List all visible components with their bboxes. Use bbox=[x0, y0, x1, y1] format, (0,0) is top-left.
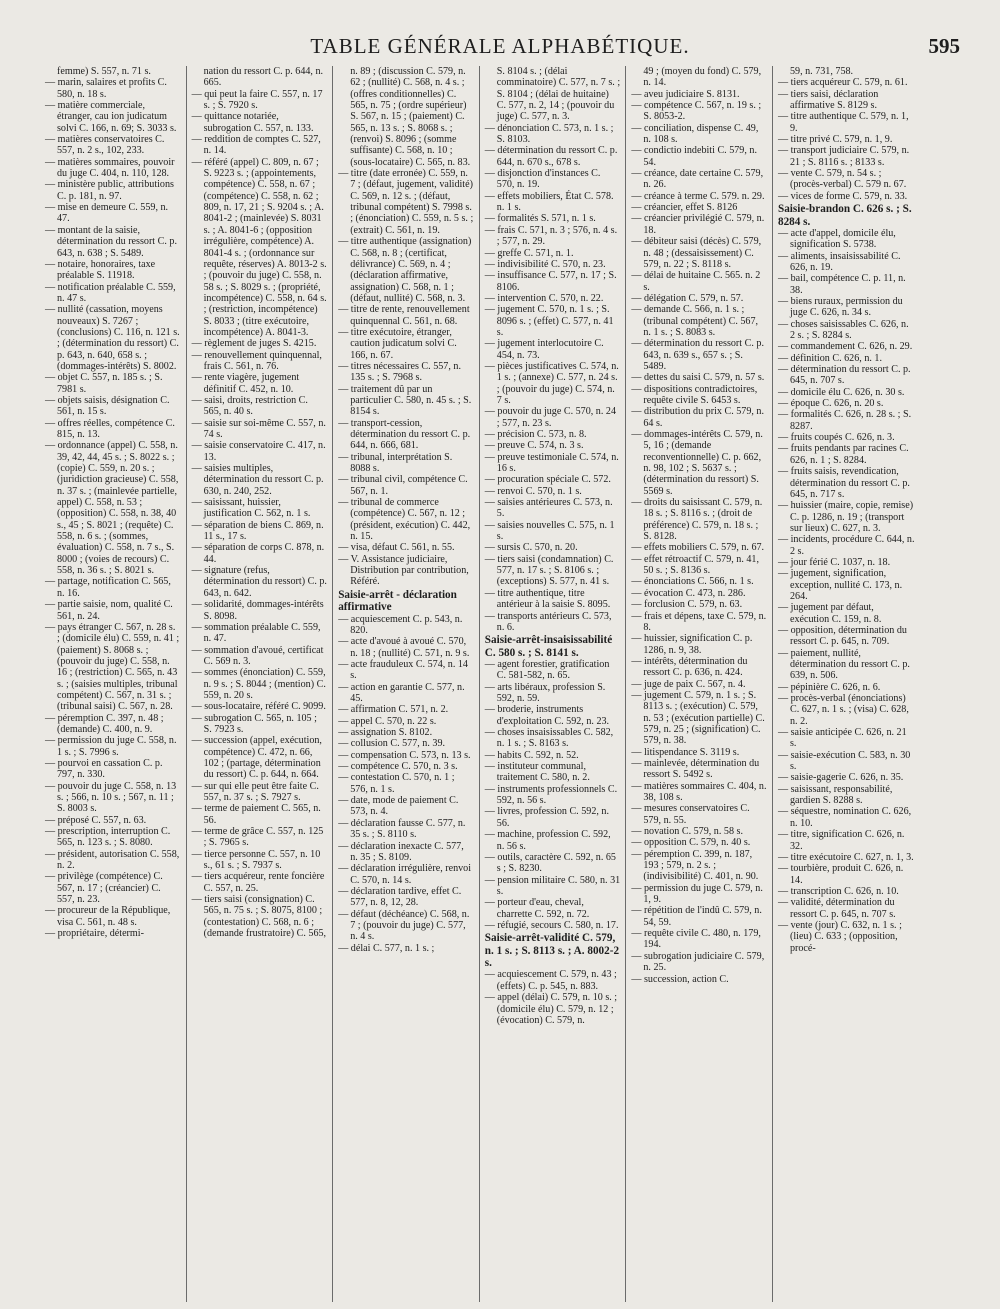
index-entry: — distribution du prix C. 579, n. 64 s. bbox=[631, 406, 764, 429]
index-entry: — date, mode de paiement C. 573, n. 4. bbox=[338, 795, 459, 818]
index-entry: — vente C. 579, n. 54 s. ; (procès-verbal) C. 579 n. 67. bbox=[777, 168, 907, 191]
index-entry: — pension militaire C. 580, n. 31 s. bbox=[484, 874, 621, 897]
index-entry: 49 ; (moyen du fond) C. 579, n. 14. bbox=[643, 66, 762, 89]
index-entry: — jugement par défaut, exécution C. 159, n. 8. bbox=[777, 602, 882, 625]
index-entry: — matières sommaires, pouvoir du juge C. 404, n. 110, 128. bbox=[45, 156, 175, 180]
index-entry: — jugement, signification, exception, nullité C. 173, n. 264. bbox=[777, 568, 903, 602]
index-entry: — dommages-intérêts C. 579, n. 5, 16 ; (demande reconventionnelle) C. p. 662, n. 98, 102 ; S. 5637 s. ; (détermination du ressort) S. 5569 s. bbox=[631, 429, 763, 497]
index-entry: — livres, profession C. 592, n. 56. bbox=[484, 806, 609, 829]
index-entry: — action en garantie C. 577, n. 45. bbox=[338, 681, 465, 705]
index-entry: — renvoi C. 570, n. 1 s. bbox=[484, 485, 582, 497]
index-entry: — choses insaisissables C. 582, n. 1 s. ; S. 8163 s. bbox=[484, 727, 614, 750]
index-column-5 bbox=[626, 66, 773, 1302]
index-entry: — assignation S. 8102. bbox=[338, 727, 433, 739]
index-entry: — validité, détermination du ressort C. p. 645, n. 707 s. bbox=[777, 897, 896, 920]
index-entry: — créancier, effet S. 8126 bbox=[631, 202, 738, 214]
index-entry: — conciliation, dispense C. 49, n. 108 s. bbox=[631, 122, 759, 146]
index-entry: — requête civile C. 480, n. 179, 194. bbox=[631, 928, 761, 951]
index-entry: — jugement interlocutoire C. 454, n. 73. bbox=[484, 338, 604, 361]
index-entry: — matières conservatoires C. 557, n. 2 s., 102, 233. bbox=[45, 134, 165, 157]
index-entry: — affirmation C. 571, n. 2. bbox=[338, 704, 449, 716]
index-entry: — titre (date erronée) C. 559, n. 7 ; (défaut, jugement, validité) C. 569, n. 12 s. ; (défaut, tribunal compétent) S. 7998 s. ; (énonciation) C. 559, n. 5 s. ; (extrait) C. 561, n. 19. bbox=[338, 168, 474, 236]
index-entry: — privilège (compétence) C. 567, n. 17 ; (créancier) C. 557, n. 23. bbox=[45, 871, 163, 906]
index-entry: — séquestre, nomination C. 626, n. 10. bbox=[777, 806, 912, 829]
index-entry: — dispositions contradictoires, requête civile S. 6453 s. bbox=[631, 383, 758, 406]
index-entry: — opposition C. 579, n. 40 s. bbox=[631, 837, 751, 849]
index-entry: — nullité (cassation, moyens nouveaux) S. 7267 ; (conclusions) C. 116, n. 121 s. ; (détermination du ressort) C. p. 643, n. 640, 658 s. ; (dommages-intérêts) S. 8002. bbox=[45, 304, 180, 372]
index-entry: — tiers saisi (consignation) C. 565, n. 75 s. ; S. 8075, 8100 ; (contestation) C. 568, n. 6 ; (demande frustratoire) C. 565, bbox=[191, 894, 327, 940]
index-entry: — forclusion C. 579, n. 63. bbox=[631, 599, 743, 611]
index-column-1 bbox=[40, 66, 187, 1302]
index-entry: — objet C. 557, n. 185 s. ; S. 7981 s. bbox=[45, 372, 163, 395]
index-entry: — titre, signification C. 626, n. 32. bbox=[777, 829, 905, 852]
index-entry: — fruits coupés C. 626, n. 3. bbox=[777, 432, 895, 444]
index-entry: — saisi, droits, restriction C. 565, n. 40 s. bbox=[191, 394, 308, 418]
index-entry: — saisies multiples, détermination du ressort C. p. 630, n. 240, 252. bbox=[191, 463, 324, 497]
index-entry: — délai de huitaine C. 565. n. 2 s. bbox=[631, 270, 761, 293]
index-entry: — acquiescement C. 579, n. 43 ; (effets) C. p. 545, n. 883. bbox=[484, 969, 617, 992]
index-entry: — opposition, détermination du ressort C. p. 645, n. 709. bbox=[777, 624, 907, 648]
index-entry: — créance, date certaine C. 579, n. 26. bbox=[631, 168, 764, 191]
index-entry: — machine, profession C. 592, n. 56 s. bbox=[484, 829, 611, 852]
index-entry: — partage, notification C. 565, n. 16. bbox=[45, 576, 171, 599]
index-entry: — notaire, honoraires, taxe préalable S. 11918. bbox=[45, 258, 156, 282]
index-entry: — traitement dû par un particulier C. 580, n. 45 s. ; S. 8154 s. bbox=[338, 383, 472, 418]
page-title: TABLE GÉNÉRALE ALPHABÉTIQUE. bbox=[310, 34, 690, 58]
index-entry: — péremption C. 399, n. 187, 193 ; 579, n. 2 s. ; (indivisibilité) C. 401, n. 90. bbox=[631, 848, 759, 883]
index-entry: — saisissant, responsabilité, gardien S. 8288 s. bbox=[777, 783, 893, 807]
index-entry: — greffe C. 571, n. 1. bbox=[484, 247, 574, 259]
index-entry: — définition C. 626, n. 1. bbox=[777, 352, 882, 364]
index-entry: — litispendance S. 3119 s. bbox=[631, 746, 740, 758]
index-entry: — délai C. 577, n. 1 s. ; bbox=[338, 942, 435, 954]
index-entry: — saisie-gagerie C. 626, n. 35. bbox=[777, 772, 904, 784]
index-entry: — huissier, signification C. p. 1286, n. 9, 38. bbox=[631, 633, 753, 656]
index-entry: — titres nécessaires C. 557, n. 135 s. ; S. 7968 s. bbox=[338, 360, 461, 384]
index-entry: — tribunal civil, compétence C. 567, n. 1. bbox=[338, 474, 468, 497]
index-entry: — ordonnance (appel) C. 558, n. 39, 42, 44, 45 s. ; S. 8022 s. ; (copie) C. 559, n. 20 s. ; (juridiction gracieuse) C. 558, n. 37 s. ; (mainlevée partielle, appel) C. 558, n. 53 ; (opposition) C. 558, n. 38, 40 s., 45 ; S. 8021 ; (requête) C. 558, n. 6 s. ; (sommes, évaluation) C. 558, n. 7 s., S. 8000 ; (voies de recours) C. 558, n. 36 s. ; S. 8021 s. bbox=[45, 440, 179, 577]
index-entry: — président, autorisation C. 558, n. 2. bbox=[45, 848, 180, 872]
index-entry: femme) S. 557, n. 71 s. bbox=[57, 66, 151, 77]
index-entry: — sursis C. 570, n. 20. bbox=[484, 542, 578, 554]
index-columns bbox=[40, 66, 960, 1302]
index-entry: — tiers saisi (condamnation) C. 577, n. 17 s. ; S. 8106 s. ; (exceptions) S. 577, n. 41 s. bbox=[484, 553, 614, 588]
index-entry: — montant de la saisie, détermination du ressort C. p. 643, n. 638 ; S. 5489. bbox=[45, 224, 177, 259]
index-entry: — répétition de l'indû C. 579, n. 54, 59. bbox=[631, 905, 762, 928]
index-entry: — saisies nouvelles C. 575, n. 1 s. bbox=[484, 519, 615, 543]
index-entry: — déclaration tardive, effet C. 577, n. 8, 12, 28. bbox=[338, 885, 462, 909]
index-entry: — procès-verbal (énonciations) C. 627, n. 1 s. ; (visa) C. 628, n. 2. bbox=[777, 693, 909, 727]
index-entry: — partie saisie, nom, qualité C. 561, n. 24. bbox=[45, 599, 173, 622]
index-entry: — titre authentique, titre antérieur à la saisie S. 8095. bbox=[484, 587, 611, 611]
index-entry: — effets mobiliers, État C. 578. n. 1 s. bbox=[484, 190, 614, 214]
index-entry: — aveu judiciaire S. 8131. bbox=[631, 88, 740, 100]
index-entry: — pays étranger C. 567, n. 28 s. ; (domicile élu) C. 559, n. 41 ; (paiement) S. 8068 s. ; (pouvoir du juge) C. 558, n. 16 ; (restriction) C. 565, n. 43 s. ; (saisies multiples, tribunal compétent) C. 567, n. 31 s. ; (tribunal saisi) C. 567, n. 28. bbox=[45, 621, 180, 713]
index-entry: — agent forestier, gratification C. 581-582, n. 65. bbox=[484, 659, 610, 682]
index-entry: — détermination du ressort C. p. 645, n. 707 s. bbox=[777, 364, 911, 387]
index-entry: — titre authentique (assignation) C. 568, n. 8 ; (certificat, délivrance) C. 569, n. 4 ; (déclaration affirmative, assignation) C. 568, n. 1 ; (défaut, nullité) C. 568, n. 3. bbox=[338, 236, 472, 304]
index-column-4 bbox=[480, 66, 627, 1302]
index-entry: — V. Assistance judiciaire, Distribution par contribution, Référé. bbox=[338, 553, 469, 588]
index-entry: — permission du juge C. 579, n. 1, 9. bbox=[631, 882, 763, 906]
index-entry: — incidents, procédure C. 644, n. 2 s. bbox=[777, 534, 915, 557]
index-entry: — transport-cession, détermination du ressort C. p. 644, n. 666, 681. bbox=[338, 417, 471, 452]
index-entry: — bail, compétence C. p. 11, n. 38. bbox=[777, 273, 906, 296]
index-entry: — péremption C. 397, n. 48 ; (demande) C. 400, n. 9. bbox=[45, 712, 164, 735]
index-entry: — saisie anticipée C. 626, n. 21 s. bbox=[777, 727, 907, 750]
index-entry: — tiers acquéreur C. 579, n. 61. bbox=[777, 77, 908, 89]
index-entry: — titre exécutoire C. 627, n. 1, 3. bbox=[777, 851, 914, 863]
index-entry: — acte d'appel, domicile élu, signification S. 5738. bbox=[777, 227, 896, 251]
index-entry: — qui peut la faire C. 557, n. 17 s. ; S. 7920 s. bbox=[191, 88, 323, 112]
index-entry: — tribunal de commerce (compétence) C. 567, n. 12 ; (président, exécution) C. 442, n. 15. bbox=[338, 497, 471, 543]
index-entry: — droits du saisissant C. 579, n. 18 s. ; S. 8116 s. ; (droit de préférence) C. 579, n. 18 s. ; S. 8128. bbox=[631, 497, 763, 543]
index-entry: — tiers saisi, déclaration affirmative S. 8129 s. bbox=[777, 88, 879, 112]
index-entry: — effet rétroactif C. 579, n. 41, 50 s. ; S. 8136 s. bbox=[631, 553, 760, 577]
index-entry: — vices de forme C. 579, n. 33. bbox=[777, 190, 908, 202]
index-entry: — matières sommaires C. 404, n. 38, 108 s. bbox=[631, 780, 767, 803]
index-column-2 bbox=[187, 66, 334, 1302]
index-entry: — novation C. 579, n. 58 s. bbox=[631, 826, 743, 838]
index-entry: — fruits saisis, revendication, détermination du ressort C. p. 645, n. 717 s. bbox=[777, 466, 910, 500]
index-entry: — terme de grâce C. 557, n. 125 ; S. 7965 s. bbox=[191, 826, 324, 849]
page-header bbox=[0, 30, 1000, 64]
index-entry: — créance à terme C. 579. n. 29. bbox=[631, 190, 765, 202]
index-entry: — titre de rente, renouvellement quinquennal C. 561, n. 68. bbox=[338, 304, 470, 327]
index-entry: — titre exécutoire, étranger, caution judicatum solvi C. 166, n. 67. bbox=[338, 326, 457, 361]
index-entry: — tribunal, interprétation S. 8088 s. bbox=[338, 451, 453, 475]
index-entry: — mise en demeure C. 559, n. 47. bbox=[45, 202, 169, 225]
index-entry: — pépinière C. 626, n. 6. bbox=[777, 681, 881, 693]
index-entry: 59, n. 731, 758. bbox=[789, 66, 854, 77]
index-entry: — saisies antérieures C. 573, n. 5. bbox=[484, 497, 613, 520]
index-entry: — compétence C. 570, n. 3 s. bbox=[338, 761, 458, 773]
index-heading: Saisie-arrêt-validité C. 579, n. 1 s. ; S. 8113 s. ; A. 8002-2 s. bbox=[484, 932, 620, 970]
index-entry: — mainlevée, détermination du ressort S. 5492 s. bbox=[631, 757, 760, 781]
index-entry: — procureur de la République, visa C. 561, n. 48 s. bbox=[45, 905, 171, 928]
index-entry: — jugement C. 570, n. 1 s. ; S. 8096 s. ; (effet) C. 577, n. 41 s. bbox=[484, 304, 614, 338]
index-entry: — époque C. 626, n. 20 s. bbox=[777, 398, 884, 410]
index-entry: — vente (jour) C. 632, n. 1 s. ; (lieu) C. 633 ; (opposition, procé- bbox=[777, 919, 902, 954]
page-number: 595 bbox=[928, 34, 960, 58]
index-entry: — énonciations C. 566, n. 1 s. bbox=[631, 576, 754, 588]
index-entry: — acte frauduleux C. 574, n. 14 s. bbox=[338, 659, 468, 682]
index-entry: — juge de paix C. 567, n. 4. bbox=[631, 678, 746, 690]
index-entry: — réfugié, secours C. 580, n. 17. bbox=[484, 919, 619, 931]
index-entry: — commandement C. 626, n. 29. bbox=[777, 341, 913, 353]
index-entry: — matière commerciale, étranger, cau ion judicatum solvi C. 166, n. 69; S. 3033 s. bbox=[45, 100, 177, 134]
index-heading: Saisie-arrêt - déclaration affirmative bbox=[338, 588, 457, 614]
index-entry: — preuve C. 574, n. 3 s. bbox=[484, 440, 584, 452]
index-entry: — déclaration fausse C. 577, n. 35 s. ; S. 8110 s. bbox=[338, 817, 466, 841]
index-entry: — paiement, nullité, détermination du ressort C. p. 639, n. 506. bbox=[777, 647, 910, 682]
index-entry: — succession, action C. bbox=[631, 973, 729, 985]
index-entry: — titre privé C. 579, n. 1, 9. bbox=[777, 134, 893, 146]
index-entry: — tourbière, produit C. 626, n. 14. bbox=[777, 863, 904, 886]
index-entry: — condictio indebiti C. 579, n. 54. bbox=[631, 145, 757, 168]
index-entry: — preuve testimoniale C. 574, n. 16 s. bbox=[484, 451, 619, 475]
index-entry: — acte d'avoué à avoué C. 570, n. 18 ; (nullité) C. 571, n. 9 s. bbox=[338, 636, 470, 659]
index-entry: nation du ressort C. p. 644, n. 665. bbox=[203, 66, 324, 89]
index-entry: — instruments professionnels C. 592, n. 56 s. bbox=[484, 783, 618, 807]
index-entry: — subrogation C. 565, n. 105 ; S. 7923 s. bbox=[191, 712, 317, 735]
index-entry: — titre authentique C. 579, n. 1, 9. bbox=[777, 111, 909, 134]
index-column-6 bbox=[773, 66, 920, 1302]
index-entry: — détermination du ressort C. p. 644, n. 670 s., 678 s. bbox=[484, 145, 618, 168]
index-entry: — prescription, interruption C. 565, n. 123 s. ; S. 8080. bbox=[45, 826, 171, 849]
index-heading: Saisie-brandon C. 626 s. ; S. 8284 s. bbox=[777, 203, 912, 228]
index-entry: — notification préalable C. 559, n. 47 s. bbox=[45, 281, 176, 304]
index-entry: — délégation C. 579, n. 57. bbox=[631, 292, 744, 304]
index-entry: — préposé C. 557, n. 63. bbox=[45, 814, 147, 826]
index-entry: — dettes du saisi C. 579, n. 57 s. bbox=[631, 372, 765, 384]
index-entry: — rente viagère, jugement définitif C. 452, n. 10. bbox=[191, 372, 300, 395]
index-entry: — pièces justificatives C. 574, n. 1 s. ; (annexe) C. 577, n. 24 s. ; (pouvoir du juge) C. 574, n. 7 s. bbox=[484, 360, 619, 406]
index-entry: — tierce personne C. 557, n. 10 s., 61 s. ; S. 7937 s. bbox=[191, 848, 321, 872]
index-entry: — signature (refus, détermination du ressort) C. p. 643, n. 642. bbox=[191, 565, 327, 599]
index-entry: — déclaration inexacte C. 577, n. 35 ; S. 8109. bbox=[338, 840, 464, 863]
index-entry: — acquiescement C. p. 543, n. 820. bbox=[338, 613, 463, 636]
index-entry: — séparation de biens C. 869, n. 11 s., 17 s. bbox=[191, 519, 324, 543]
index-entry: — frais et dépens, taxe C. 579, n. 8. bbox=[631, 610, 767, 633]
index-entry: — collusion C. 577, n. 39. bbox=[338, 738, 446, 750]
index-entry: — formalités S. 571, n. 1 s. bbox=[484, 213, 596, 225]
index-entry: — débiteur saisi (décès) C. 579, n. 48 ; (dessaisissement) C. 579, n. 22 ; S. 8118 s. bbox=[631, 236, 762, 270]
index-entry: — indivisibilité C. 570, n. 23. bbox=[484, 258, 606, 270]
index-entry: — disjonction d'instances C. 570, n. 19. bbox=[484, 168, 601, 191]
index-entry: — subrogation judiciaire C. 579, n. 25. bbox=[631, 950, 765, 974]
index-entry: — quittance notariée, subrogation C. 557, n. 133. bbox=[191, 111, 314, 134]
index-entry: — intervention C. 570, n. 22. bbox=[484, 292, 604, 304]
index-entry: — évocation C. 473, n. 286. bbox=[631, 587, 746, 599]
index-entry: — demande C. 566, n. 1 s. ; (tribunal compétent) C. 567, n. 1 s. ; S. 8083 s. bbox=[631, 304, 759, 338]
index-entry: — compensation C. 573, n. 13 s. bbox=[338, 749, 471, 761]
index-entry: — frais C. 571, n. 3 ; 576, n. 4 s. ; 577, n. 29. bbox=[484, 224, 618, 248]
index-entry: — huissier (maire, copie, remise) C. p. 1286, n. 19 ; (transport sur lieux) C. 627, n. 3. bbox=[777, 500, 914, 534]
index-entry: — pouvoir du juge C. 558, n. 13 s. ; 566, n. 10 s. ; 567, n. 11 ; S. 8003 s. bbox=[45, 780, 177, 815]
index-entry: — créancier privilégié C. 579, n. 18. bbox=[631, 213, 765, 236]
index-entry: — appel (délai) C. 579, n. 10 s. ; (domicile élu) C. 579, n. 12 ; (évocation) C. 579, n. bbox=[484, 992, 618, 1026]
index-entry: — ministère public, attributions C. p. 181, n. 97. bbox=[45, 179, 174, 202]
index-entry: — appel C. 570, n. 22 s. bbox=[338, 715, 437, 727]
index-entry: — terme de paiement C. 565, n. 56. bbox=[191, 803, 321, 826]
index-entry: — transports antérieurs C. 573, n. 6. bbox=[484, 610, 612, 633]
index-entry: — solidarité, dommages-intérêts S. 8098. bbox=[191, 599, 324, 622]
index-entry: — sommation préalable C. 559, n. 47. bbox=[191, 621, 321, 645]
index-entry: — référé (appel) C. 809, n. 67 ; S. 9223 s. ; (appointements, compétence) C. 558, n. 67 ; (compétence) C. 558, n. 62 ; 809, n. 17, 21 ; S. 9204 s. ; A. 8041-2 ; (mainlevée) S. 8031 s. ; A. 8041-6 ; (opposition irrégulière, compétence) A. 8041-4 s. ; (ordonnance sur requête, réserves) A. 8013-2 s. ; (pouvoir du juge) C. 558, n. 58 s. ; S. 8029 s. ; (propriété, incompétence) C. 558, n. 64 s. ; (restriction, incompétence) S. 8033 ; (titre exécutoire, incompétence) A. 8041-3. bbox=[191, 156, 327, 338]
index-entry: — saisissant, huissier, justification C. 562, n. 1 s. bbox=[191, 497, 311, 520]
index-entry: — sommation d'avoué, certificat C. 569 n. 3. bbox=[191, 644, 324, 667]
index-entry: — fruits pendants par racines C. 626, n. 1 ; S. 8284. bbox=[777, 443, 909, 466]
index-entry: — aliments, insaisissabilité C. 626, n. 19. bbox=[777, 250, 901, 273]
index-entry: — précision C. 573, n. 8. bbox=[484, 429, 587, 440]
index-entry: — offres réelles, compétence C. 815, n. 13. bbox=[45, 417, 175, 440]
index-entry: — contestation C. 570, n. 1 ; 576, n. 1 s. bbox=[338, 772, 455, 795]
index-entry: — habits C. 592, n. 52. bbox=[484, 749, 579, 761]
index-entry: — renouvellement quinquennal, frais C. 561, n. 76. bbox=[191, 349, 322, 372]
index-entry: — saisie-exécution C. 583, n. 30 s. bbox=[777, 749, 911, 773]
index-entry: — instituteur communal, traitement C. 580, n. 2. bbox=[484, 761, 590, 784]
index-entry: — sous-locataire, référé C. 9099. bbox=[191, 701, 326, 713]
index-entry: — intérêts, détermination du ressort C. p. 636, n. 424. bbox=[631, 655, 748, 679]
index-entry: — arts libéraux, profession S. 592, n. 59. bbox=[484, 681, 606, 705]
index-entry: — propriétaire, détermi- bbox=[45, 928, 144, 940]
index-entry: — transcription C. 626, n. 10. bbox=[777, 885, 899, 897]
index-entry: — mesures conservatoires C. 579, n. 55. bbox=[631, 803, 750, 826]
index-entry: — détermination du ressort C. p. 643, n. 639 s., 657 s. ; S. 5489. bbox=[631, 338, 764, 372]
index-entry: — insuffisance C. 577, n. 17 ; S. 8106. bbox=[484, 270, 617, 293]
index-entry: — permission du juge C. 558, n. 1 s. ; S. 7996 s. bbox=[45, 735, 177, 758]
index-entry: — séparation de corps C. 878, n. 44. bbox=[191, 542, 325, 565]
index-entry: — effets mobiliers C. 579, n. 67. bbox=[631, 542, 765, 554]
index-entry: — jugement C. 579, n. 1 s. ; S. 8113 s. ; (exécution) C. 579, n. 53 ; (exécution partielle) C. 579, n. 25 ; (signification) C. 579, n. 38. bbox=[631, 689, 765, 747]
index-entry: — choses saisissables C. 626, n. 2 s. ; S. 8284 s. bbox=[777, 318, 909, 342]
index-entry: — jour férié C. 1037, n. 18. bbox=[777, 556, 891, 568]
index-entry: — outils, caractère C. 592, n. 65 s ; S. 8230. bbox=[484, 851, 616, 875]
index-entry: — saisie conservatoire C. 417, n. 13. bbox=[191, 440, 326, 463]
index-entry: — marin, salaires et profits C. 580, n. 18 s. bbox=[45, 77, 167, 100]
index-entry: S. 8104 s. ; (délai comminatoire) C. 577, n. 7 s. ; S. 8104 ; (délai de huitaine) C. 577, n. 2, 14 ; (pouvoir du juge) C. 577, n. 3. bbox=[496, 66, 621, 123]
index-entry: — règlement de juges S. 4215. bbox=[191, 338, 317, 350]
index-entry: — saisie sur soi-même C. 557, n. 74 s. bbox=[191, 417, 326, 440]
index-entry: — formalités C. 626, n. 28 s. ; S. 8287. bbox=[777, 409, 912, 432]
index-heading: Saisie-arrêt-insaisissabilité C. 580 s. ; S. 8141 s. bbox=[484, 634, 613, 659]
index-entry: — objets saisis, désignation C. 561, n. 15 s. bbox=[45, 394, 170, 418]
index-entry: — dénonciation C. 573, n. 1 s. ; S. 8103. bbox=[484, 122, 614, 146]
index-entry: — porteur d'eau, cheval, charrette C. 592, n. 72. bbox=[484, 897, 590, 920]
index-entry: n. 89 ; (discussion C. 579, n. 62 ; (nullité) C. 568, n. 4 s. ; (offres conditionnelles) C. 565, n. 75 ; (ordre supérieur) S. 567, n. 15 ; (paiement) C. 565, n. 13 s. ; S. 8068 s. ; (renvoi) S. 8096 ; (somme suffisante) C. 568, n. 10 ; (sous-locataire) C. 565, n. 83. bbox=[350, 66, 471, 168]
index-entry: — sommes (énonciation) C. 559, n. 9 s. ; S. 8044 ; (mention) C. 559, n. 20 s. bbox=[191, 667, 326, 701]
index-entry: — tiers acquéreur, rente foncière C. 557, n. 25. bbox=[191, 871, 325, 894]
index-entry: — broderie, instruments d'exploitation C. 592, n. 23. bbox=[484, 704, 610, 727]
index-entry: — procuration spéciale C. 572. bbox=[484, 474, 611, 486]
index-entry: — biens ruraux, permission du juge C. 626, n. 34 s. bbox=[777, 296, 903, 319]
index-entry: — succession (appel, exécution, compétence) C. 472, n. 66, 102 ; (partage, détermination du ressort) C. p. 644, n. 664. bbox=[191, 735, 322, 781]
index-entry: — visa, défaut C. 561, n. 55. bbox=[338, 542, 455, 554]
index-entry: — sur qui elle peut être faite C. 557, n. 37 s. ; S. 7927 s. bbox=[191, 780, 319, 803]
index-entry: — domicile élu C. 626, n. 30 s. bbox=[777, 386, 905, 398]
index-entry: — déclaration irrégulière, renvoi C. 570, n. 14 s. bbox=[338, 863, 472, 886]
index-entry: — transport judiciaire C. 579, n. 21 ; S. 8116 s. ; 8133 s. bbox=[777, 145, 910, 168]
index-entry: — pourvoi en cassation C. p. 797, n. 330. bbox=[45, 757, 163, 781]
index-entry: — défaut (déchéance) C. 568, n. 7 ; (pouvoir du juge) C. 577, n. 4 s. bbox=[338, 908, 470, 943]
index-entry: — compétence C. 567, n. 19 s. ; S. 8053-2. bbox=[631, 100, 762, 123]
index-column-3 bbox=[333, 66, 480, 1302]
index-entry: — pouvoir du juge C. 570, n. 24 ; 577, n. 23 s. bbox=[484, 406, 616, 429]
index-entry: — reddition de comptes C. 527, n. 14. bbox=[191, 134, 321, 157]
